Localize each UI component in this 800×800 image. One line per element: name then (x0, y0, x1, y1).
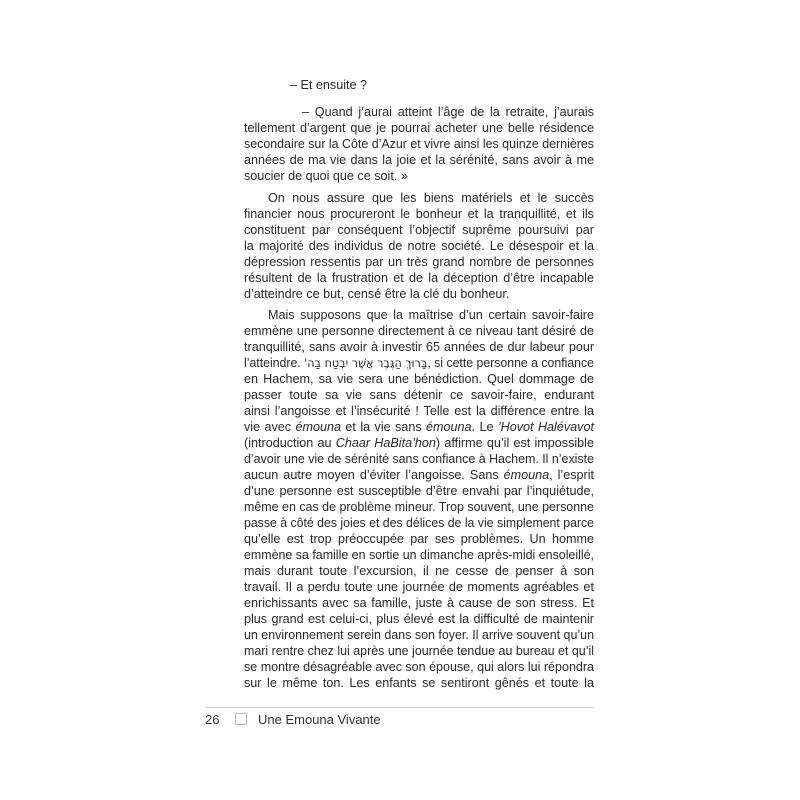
text-segment: la majorité des individus de notre société. Le désespoir et la (244, 239, 595, 253)
text-segment: – Et ensuite ? (290, 78, 368, 92)
text-line (244, 120, 594, 136)
text-segment: travail. Il a perdu toute une journée de moments agréables et (244, 580, 594, 594)
text-line-content (268, 190, 594, 206)
text-segment: en Hachem, sa vie sera une bénédiction. Quel dommage de (244, 372, 595, 386)
text-segment: passer toute sa vie sans détenir ce savoir-faire, endurant (244, 388, 594, 402)
text-segment: plus grand est celui-ci, plus élevé est la difficulté de maintenir (244, 612, 594, 626)
text-line (244, 483, 594, 499)
text-line (244, 451, 594, 467)
text-line-content (244, 168, 408, 184)
text-segment: d’atteindre ce but, censé être la clé du bonheur. (244, 287, 510, 301)
text-segment: On nous assure que les biens matériels et le succès (268, 191, 594, 205)
text-line-content (244, 659, 594, 675)
text-line (244, 371, 594, 387)
text-line (244, 595, 594, 611)
text-segment: Mais supposons que la maîtrise d’un certain savoir-faire (268, 308, 594, 322)
text-line (244, 403, 594, 419)
text-line-content (244, 339, 594, 355)
text-segment: qu’elle est trop préoccupée par ses problèmes. Un homme (244, 532, 594, 546)
page-number: 26 (205, 711, 220, 727)
text-line (244, 547, 594, 563)
text-line-content (244, 254, 594, 270)
text-line-content (244, 120, 594, 136)
page-footer (205, 710, 381, 728)
text-line-content (244, 387, 594, 403)
italic-term: émouna (503, 468, 550, 482)
text-segment: ) affirme qu’il est impossible (435, 436, 594, 450)
text-segment: financier nous procureront le bonheur et la tranquillité, et ils (244, 207, 594, 221)
text-line (244, 152, 594, 168)
text-line-content (244, 547, 594, 563)
body-text (244, 77, 594, 691)
text-line-content (244, 611, 594, 627)
text-line (244, 515, 594, 531)
text-segment: se montre désagréable avec son épouse, qui alors lui répondra (244, 660, 595, 674)
text-segment: aucun autre moyen d’éviter l’angoisse. Sans (244, 468, 504, 482)
text-segment: dépression ressentis par un très grand nombre de personnes (244, 255, 594, 269)
text-line-content (244, 206, 594, 222)
text-segment: même en cas de problème mineur. Trop souvent, une personne (244, 500, 594, 514)
text-segment: d’avoir une vie de sérénité sans confiance à Hachem. Il n’existe (244, 452, 594, 466)
text-segment: , l’esprit (549, 468, 595, 482)
footer-box-ornament (235, 713, 247, 725)
text-segment: enrichissants avec sa famille, juste à cause de son stress. Et (244, 596, 594, 610)
text-line-content (244, 515, 594, 531)
text-line-content (244, 531, 594, 547)
text-segment: emmène une personne directement à ce niveau tant désiré de (244, 324, 594, 338)
text-line (244, 435, 594, 451)
text-segment: passe à côté des joies et des délices de la vie simplement parce (244, 516, 594, 530)
text-line (244, 168, 594, 184)
text-line-content (244, 675, 594, 691)
text-line-content (244, 222, 594, 238)
text-line-content (244, 451, 594, 467)
hebrew-quote: בָּרוּךְ הַגֶּבֶר אֲשֶׁר יִבְטַח בַּה' (304, 356, 428, 370)
text-line (244, 323, 594, 339)
text-line (244, 419, 594, 435)
text-line-content (244, 355, 594, 371)
text-segment: sur le même ton. Les enfants se sentiront gênés et toute la (244, 676, 594, 690)
text-segment: emmène sa famille en sortie un dimanche après-midi ensoleillé, (244, 548, 595, 562)
text-line (244, 190, 594, 206)
text-line (244, 643, 594, 659)
text-line-content (302, 104, 594, 120)
text-line (244, 531, 594, 547)
text-segment: tranquillité, sans avoir à investir 65 années de dur labeur pour (244, 340, 595, 354)
text-line (244, 104, 594, 120)
text-segment: mari rentre chez lui après une journée tendue au bureau et qu’il (244, 644, 594, 658)
text-line (244, 355, 594, 371)
book-title: Une Emouna Vivante (258, 711, 381, 727)
text-segment: soucier de quoi que ce soit. » (244, 169, 408, 183)
text-line-content (244, 323, 594, 339)
text-line-content (244, 499, 594, 515)
italic-term: ’Hovot Halévavot (497, 420, 594, 434)
text-segment: vie avec (244, 420, 296, 434)
text-line-content (244, 467, 594, 483)
text-line-content (244, 152, 594, 168)
text-line (244, 387, 594, 403)
text-segment: l’atteindre. (244, 356, 305, 370)
text-segment: résultent de la frustration et de la déception d’être incapable (244, 271, 594, 285)
text-line (244, 627, 594, 643)
text-line-content (244, 627, 594, 643)
text-line (244, 563, 594, 579)
paragraph (244, 307, 594, 691)
text-line (244, 206, 594, 222)
paragraph (244, 104, 594, 184)
text-line-content (244, 563, 594, 579)
text-line (244, 675, 594, 691)
text-segment: d’une personne est susceptible d’être envahi par l’inquiétude, (244, 484, 594, 498)
text-line (244, 499, 594, 515)
text-line (244, 659, 594, 675)
text-line-content (268, 307, 594, 323)
text-line-content (244, 483, 594, 499)
text-segment: mais durant toute l’excursion, il ne cesse de penser à son (244, 564, 595, 578)
text-line (244, 238, 594, 254)
text-line-content (244, 435, 594, 451)
text-segment: constituent par conséquent l’objectif suprême poursuivi par (244, 223, 594, 237)
text-line-content (244, 136, 594, 152)
text-segment: années de ma vie dans la joie et la sérénité, sans avoir à me (244, 153, 594, 167)
text-line (244, 307, 594, 323)
text-segment: tellement d’argent que je pourrai acheter une belle résidence (244, 121, 594, 135)
text-line-content (244, 643, 594, 659)
text-line (244, 270, 594, 286)
text-line-content (290, 77, 367, 93)
paragraph (244, 77, 594, 93)
text-line (244, 136, 594, 152)
text-line (244, 254, 594, 270)
text-line (244, 286, 594, 302)
italic-term: Chaar HaBita’hon (335, 436, 436, 450)
paragraph (244, 190, 594, 302)
text-line-content (244, 419, 594, 435)
text-segment: – Quand j’aurai atteint l’âge de la retraite, j’aurais (302, 105, 594, 119)
text-segment: (introduction au (244, 436, 336, 450)
text-segment: . Le (471, 420, 498, 434)
text-line-content (244, 238, 594, 254)
text-segment: un environnement serein dans son foyer. Il arrive souvent qu’un (244, 628, 594, 642)
footer-rule (205, 707, 594, 708)
text-line-content (244, 579, 594, 595)
text-line-content (244, 403, 594, 419)
text-line (244, 77, 594, 93)
text-line-content (244, 286, 509, 302)
italic-term: émouna (426, 420, 472, 434)
text-line (244, 339, 594, 355)
text-segment: , si cette personne a confiance (427, 356, 594, 370)
text-line (244, 467, 594, 483)
text-segment: et la vie sans (341, 420, 427, 434)
text-line (244, 611, 594, 627)
text-line-content (244, 595, 594, 611)
text-segment: ainsi l’angoisse et l’insécurité ! Telle est la différence entre la (244, 404, 594, 418)
text-segment: secondaire sur la Côte d’Azur et vivre ainsi les quinze dernières (244, 137, 595, 151)
text-line-content (244, 270, 594, 286)
text-line (244, 222, 594, 238)
text-line (244, 579, 594, 595)
text-line-content (244, 371, 594, 387)
italic-term: émouna (295, 420, 342, 434)
